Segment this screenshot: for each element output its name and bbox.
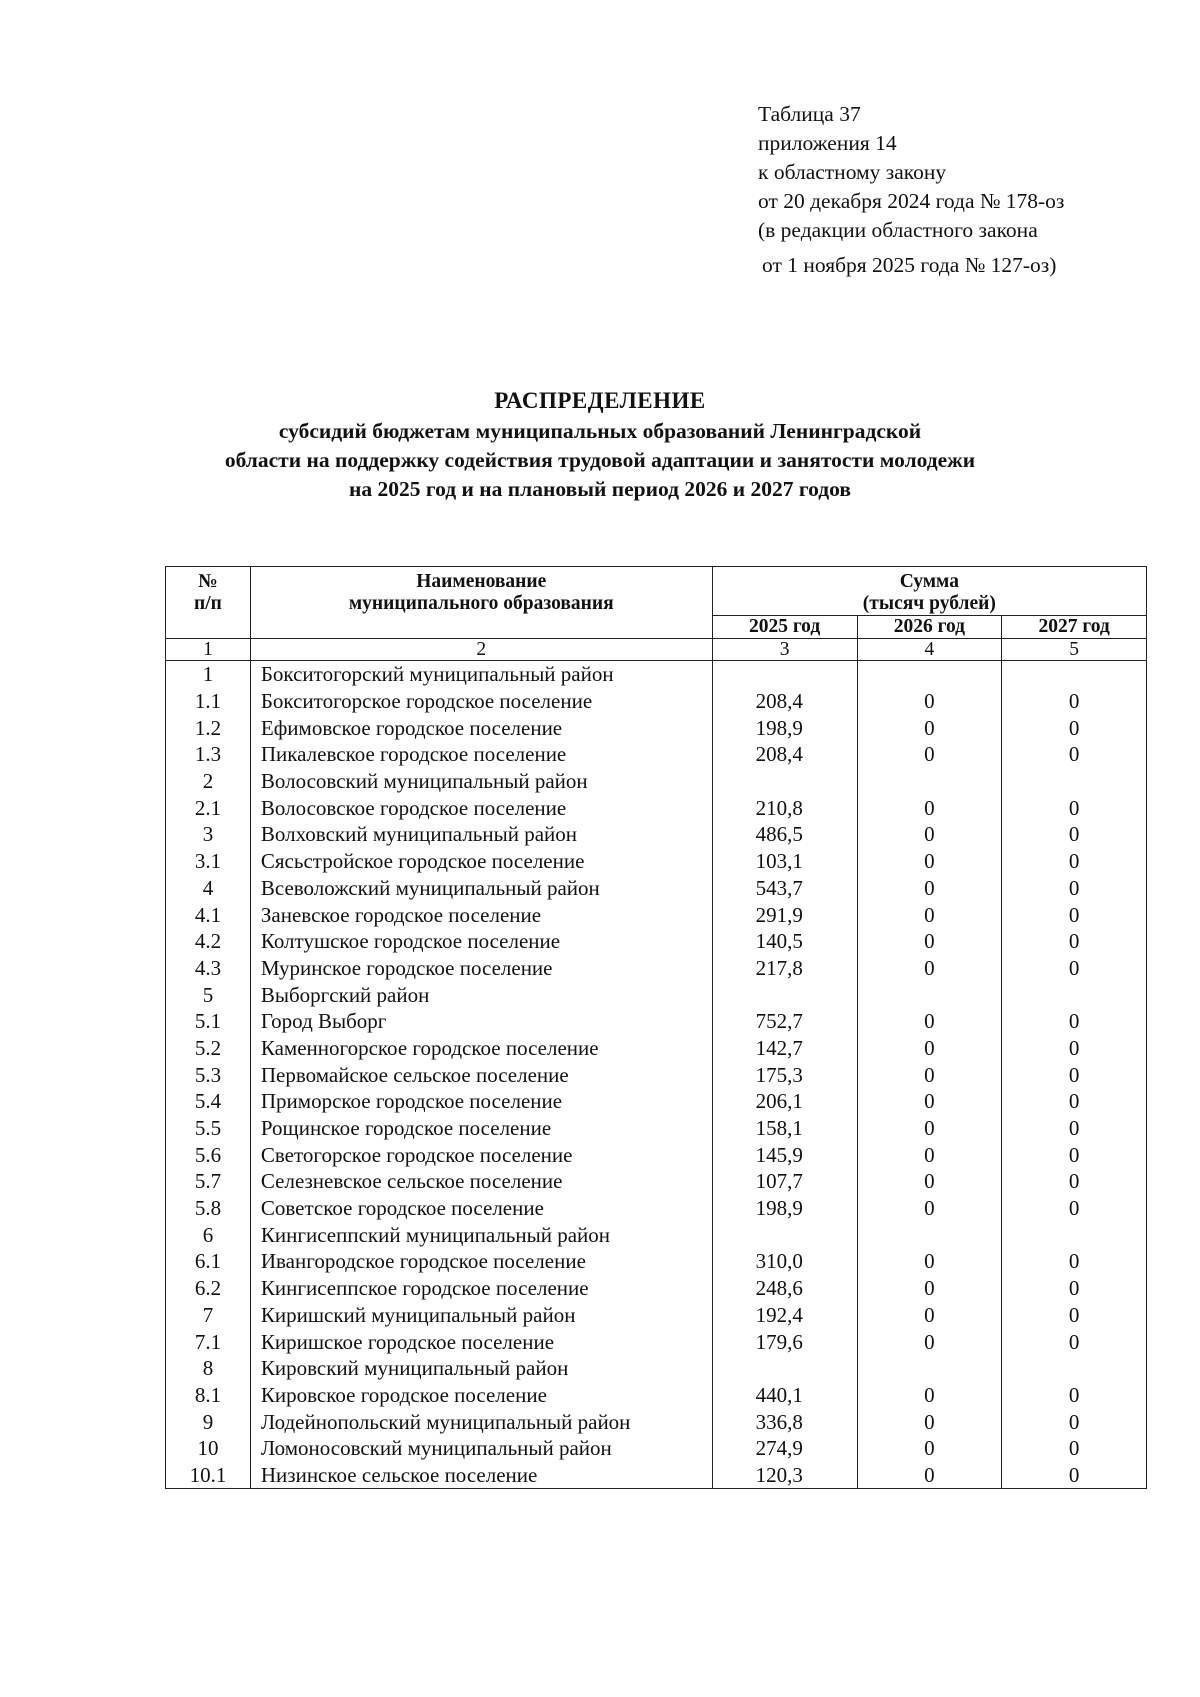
row-number: 5.6 — [166, 1141, 251, 1168]
row-number: 5.3 — [166, 1061, 251, 1088]
row-amount-2026 — [857, 981, 1002, 1008]
row-municipality-name: Бокситогорское городское поселение — [250, 688, 712, 715]
table-row — [166, 955, 1147, 982]
row-municipality-name: Низинское сельское поселение — [250, 1462, 712, 1489]
table-row — [166, 1195, 1147, 1222]
title-subtitle-line-1: субсидий бюджетам муниципальных образований Ленинградской — [278, 419, 922, 443]
table-row — [166, 714, 1147, 741]
header-name-line-2: муниципального образования — [348, 593, 614, 614]
header-year-2026: 2026 год — [857, 616, 1002, 639]
row-number: 8.1 — [166, 1382, 251, 1409]
row-amount-2025: 120,3 — [712, 1462, 857, 1489]
row-municipality-name: Приморское городское поселение — [250, 1088, 712, 1115]
distribution-table — [165, 566, 1147, 1489]
row-amount-2026: 0 — [857, 955, 1002, 982]
table-row — [166, 688, 1147, 715]
row-municipality-name: Сясьстройское городское поселение — [250, 848, 712, 875]
row-number: 5.2 — [166, 1035, 251, 1062]
row-amount-2025: 208,4 — [712, 688, 857, 715]
row-number: 4.3 — [166, 955, 251, 982]
column-number-1: 1 — [166, 639, 251, 661]
row-amount-2025: 158,1 — [712, 1115, 857, 1142]
row-number: 4.2 — [166, 928, 251, 955]
header-year-2025: 2025 год — [712, 616, 857, 639]
row-amount-2027: 0 — [1002, 1115, 1147, 1142]
row-amount-2027 — [1002, 1355, 1147, 1382]
row-amount-2026: 0 — [857, 794, 1002, 821]
row-amount-2025: 543,7 — [712, 875, 857, 902]
row-amount-2027: 0 — [1002, 1462, 1147, 1489]
row-amount-2025: 248,6 — [712, 1275, 857, 1302]
row-municipality-name: Каменногорское городское поселение — [250, 1035, 712, 1062]
row-amount-2025: 440,1 — [712, 1382, 857, 1409]
header-line-law-date: от 20 декабря 2024 года № 178-оз — [758, 189, 1065, 213]
header-name-line-1: Наименование — [416, 571, 547, 592]
row-amount-2025 — [712, 661, 857, 688]
table-row — [166, 821, 1147, 848]
row-amount-2027: 0 — [1002, 821, 1147, 848]
table-row — [166, 928, 1147, 955]
header-number-line-2: п/п — [193, 593, 222, 614]
row-amount-2025: 192,4 — [712, 1302, 857, 1329]
row-municipality-name: Киришский муниципальный район — [250, 1302, 712, 1329]
row-amount-2027: 0 — [1002, 1035, 1147, 1062]
header-number — [166, 567, 251, 639]
row-municipality-name: Советское городское поселение — [250, 1195, 712, 1222]
row-amount-2026: 0 — [857, 1168, 1002, 1195]
row-number: 5.5 — [166, 1115, 251, 1142]
row-amount-2025: 175,3 — [712, 1061, 857, 1088]
table-row — [166, 981, 1147, 1008]
row-amount-2026: 0 — [857, 821, 1002, 848]
row-amount-2026: 0 — [857, 1275, 1002, 1302]
row-amount-2026: 0 — [857, 741, 1002, 768]
row-amount-2027: 0 — [1002, 1382, 1147, 1409]
row-municipality-name: Муринское городское поселение — [250, 955, 712, 982]
row-municipality-name: Пикалевское городское поселение — [250, 741, 712, 768]
table-row — [166, 661, 1147, 688]
row-amount-2026 — [857, 661, 1002, 688]
column-number-5: 5 — [1002, 639, 1147, 661]
row-municipality-name: Рощинское городское поселение — [250, 1115, 712, 1142]
table-row — [166, 1061, 1147, 1088]
row-municipality-name: Заневское городское поселение — [250, 901, 712, 928]
row-number: 1 — [166, 661, 251, 688]
row-amount-2027: 0 — [1002, 875, 1147, 902]
row-municipality-name: Лодейнопольский муниципальный район — [250, 1408, 712, 1435]
row-amount-2027: 0 — [1002, 1195, 1147, 1222]
row-number: 7 — [166, 1302, 251, 1329]
table-row — [166, 1408, 1147, 1435]
row-municipality-name: Волосовский муниципальный район — [250, 768, 712, 795]
table-row — [166, 875, 1147, 902]
row-municipality-name: Ефимовское городское поселение — [250, 714, 712, 741]
row-municipality-name: Селезневское сельское поселение — [250, 1168, 712, 1195]
row-amount-2027: 0 — [1002, 794, 1147, 821]
row-amount-2025: 206,1 — [712, 1088, 857, 1115]
row-amount-2025: 179,6 — [712, 1328, 857, 1355]
row-amount-2025: 103,1 — [712, 848, 857, 875]
row-amount-2025: 291,9 — [712, 901, 857, 928]
row-number: 6.2 — [166, 1275, 251, 1302]
table-row — [166, 1275, 1147, 1302]
row-amount-2026: 0 — [857, 848, 1002, 875]
row-amount-2026: 0 — [857, 1061, 1002, 1088]
column-number-2: 2 — [250, 639, 712, 661]
row-amount-2025: 274,9 — [712, 1435, 857, 1462]
row-amount-2025: 140,5 — [712, 928, 857, 955]
table-row — [166, 768, 1147, 795]
table-row — [166, 1355, 1147, 1382]
row-municipality-name: Волосовское городское поселение — [250, 794, 712, 821]
table-row — [166, 1382, 1147, 1409]
row-amount-2027 — [1002, 1221, 1147, 1248]
row-municipality-name: Волховский муниципальный район — [250, 821, 712, 848]
row-municipality-name: Город Выборг — [250, 1008, 712, 1035]
row-number: 10.1 — [166, 1462, 251, 1489]
row-amount-2025: 752,7 — [712, 1008, 857, 1035]
row-number: 5.1 — [166, 1008, 251, 1035]
row-amount-2027: 0 — [1002, 1141, 1147, 1168]
row-number: 2 — [166, 768, 251, 795]
row-amount-2027: 0 — [1002, 688, 1147, 715]
row-amount-2027: 0 — [1002, 901, 1147, 928]
row-amount-2025: 310,0 — [712, 1248, 857, 1275]
row-amount-2027: 0 — [1002, 1275, 1147, 1302]
row-amount-2026: 0 — [857, 1462, 1002, 1489]
row-municipality-name: Первомайское сельское поселение — [250, 1061, 712, 1088]
row-amount-2025 — [712, 1221, 857, 1248]
row-municipality-name: Кингисеппский муниципальный район — [250, 1221, 712, 1248]
row-amount-2025: 486,5 — [712, 821, 857, 848]
row-number: 9 — [166, 1408, 251, 1435]
row-number: 1.2 — [166, 714, 251, 741]
row-number: 4.1 — [166, 901, 251, 928]
row-number: 2.1 — [166, 794, 251, 821]
row-amount-2027: 0 — [1002, 1328, 1147, 1355]
row-number: 5.7 — [166, 1168, 251, 1195]
row-amount-2025: 217,8 — [712, 955, 857, 982]
row-amount-2027: 0 — [1002, 1408, 1147, 1435]
row-municipality-name: Кингисеппское городское поселение — [250, 1275, 712, 1302]
row-amount-2025: 208,4 — [712, 741, 857, 768]
row-amount-2025: 336,8 — [712, 1408, 857, 1435]
row-amount-2027 — [1002, 981, 1147, 1008]
table-body — [166, 661, 1147, 1489]
row-amount-2027 — [1002, 768, 1147, 795]
row-amount-2027: 0 — [1002, 928, 1147, 955]
row-municipality-name: Выборгский район — [250, 981, 712, 1008]
table-row — [166, 1462, 1147, 1489]
table-row — [166, 794, 1147, 821]
row-amount-2027 — [1002, 661, 1147, 688]
row-amount-2027: 0 — [1002, 1008, 1147, 1035]
row-amount-2026 — [857, 768, 1002, 795]
row-amount-2025: 210,8 — [712, 794, 857, 821]
column-number-4: 4 — [857, 639, 1002, 661]
header-number-line-1: № — [198, 571, 218, 592]
row-amount-2025: 145,9 — [712, 1141, 857, 1168]
row-amount-2026 — [857, 1355, 1002, 1382]
row-amount-2025: 142,7 — [712, 1035, 857, 1062]
row-number: 4 — [166, 875, 251, 902]
row-number: 5.4 — [166, 1088, 251, 1115]
row-amount-2026: 0 — [857, 901, 1002, 928]
row-municipality-name: Киришское городское поселение — [250, 1328, 712, 1355]
row-amount-2027: 0 — [1002, 1168, 1147, 1195]
row-number: 6.1 — [166, 1248, 251, 1275]
row-amount-2027: 0 — [1002, 741, 1147, 768]
row-amount-2026 — [857, 1221, 1002, 1248]
row-number: 1.1 — [166, 688, 251, 715]
row-amount-2026: 0 — [857, 928, 1002, 955]
table-row — [166, 1035, 1147, 1062]
header-line-appendix: приложения 14 — [758, 131, 897, 155]
row-amount-2026: 0 — [857, 1008, 1002, 1035]
row-amount-2026: 0 — [857, 1435, 1002, 1462]
table-row — [166, 1221, 1147, 1248]
row-number: 5.8 — [166, 1195, 251, 1222]
row-amount-2027: 0 — [1002, 955, 1147, 982]
row-amount-2025: 198,9 — [712, 714, 857, 741]
row-number: 3.1 — [166, 848, 251, 875]
row-amount-2026: 0 — [857, 1408, 1002, 1435]
header-name — [250, 567, 712, 639]
title-subtitle-line-2: области на поддержку содействия трудовой адаптации и занятости молодежи — [224, 448, 976, 472]
row-municipality-name: Кировское городское поселение — [250, 1382, 712, 1409]
row-amount-2026: 0 — [857, 1382, 1002, 1409]
table-row — [166, 1088, 1147, 1115]
header-line-law: к областному закону — [758, 160, 947, 184]
row-number: 5 — [166, 981, 251, 1008]
row-number: 6 — [166, 1221, 251, 1248]
title-main: РАСПРЕДЕЛЕНИЕ — [494, 388, 706, 413]
document-reference-block — [758, 100, 1064, 280]
row-amount-2026: 0 — [857, 1248, 1002, 1275]
row-amount-2026: 0 — [857, 1328, 1002, 1355]
row-amount-2026: 0 — [857, 1141, 1002, 1168]
row-amount-2025: 107,7 — [712, 1168, 857, 1195]
row-amount-2025 — [712, 1355, 857, 1382]
row-amount-2026: 0 — [857, 1115, 1002, 1142]
row-amount-2026: 0 — [857, 688, 1002, 715]
table-row — [166, 1008, 1147, 1035]
document-title — [0, 385, 1200, 504]
table-row — [166, 1115, 1147, 1142]
row-number: 7.1 — [166, 1328, 251, 1355]
row-municipality-name: Ивангородское городское поселение — [250, 1248, 712, 1275]
row-amount-2026: 0 — [857, 1035, 1002, 1062]
row-amount-2027: 0 — [1002, 1088, 1147, 1115]
header-sum-line-2: (тысяч рублей) — [862, 593, 996, 614]
header-sum — [712, 567, 1146, 616]
row-amount-2027: 0 — [1002, 1435, 1147, 1462]
row-municipality-name: Ломоносовский муниципальный район — [250, 1435, 712, 1462]
row-municipality-name: Всеволожский муниципальный район — [250, 875, 712, 902]
row-amount-2027: 0 — [1002, 848, 1147, 875]
row-amount-2026: 0 — [857, 1088, 1002, 1115]
row-amount-2025: 198,9 — [712, 1195, 857, 1222]
row-amount-2026: 0 — [857, 875, 1002, 902]
row-municipality-name: Кировский муниципальный район — [250, 1355, 712, 1382]
row-municipality-name: Бокситогорский муниципальный район — [250, 661, 712, 688]
row-amount-2026: 0 — [857, 714, 1002, 741]
row-number: 3 — [166, 821, 251, 848]
table-row — [166, 1248, 1147, 1275]
row-amount-2027: 0 — [1002, 1061, 1147, 1088]
header-line-table-number: Таблица 37 — [758, 102, 861, 126]
row-amount-2026: 0 — [857, 1195, 1002, 1222]
row-amount-2025 — [712, 981, 857, 1008]
table-row — [166, 848, 1147, 875]
row-number: 1.3 — [166, 741, 251, 768]
table-row — [166, 1168, 1147, 1195]
row-amount-2027: 0 — [1002, 1302, 1147, 1329]
row-number: 8 — [166, 1355, 251, 1382]
row-amount-2025 — [712, 768, 857, 795]
table-row — [166, 901, 1147, 928]
row-amount-2027: 0 — [1002, 1248, 1147, 1275]
table-row — [166, 1328, 1147, 1355]
row-amount-2026: 0 — [857, 1302, 1002, 1329]
table-row — [166, 741, 1147, 768]
header-line-revision-date: от 1 ноября 2025 года № 127-оз) — [762, 253, 1057, 277]
header-sum-line-1: Сумма — [899, 571, 959, 592]
table-row — [166, 1435, 1147, 1462]
column-number-3: 3 — [712, 639, 857, 661]
row-number: 10 — [166, 1435, 251, 1462]
header-line-revision: (в редакции областного закона — [758, 218, 1038, 242]
title-subtitle-line-3: на 2025 год и на плановый период 2026 и 2027 годов — [349, 477, 851, 501]
table-row — [166, 1302, 1147, 1329]
row-municipality-name: Светогорское городское поселение — [250, 1141, 712, 1168]
header-year-2027: 2027 год — [1002, 616, 1147, 639]
row-amount-2027: 0 — [1002, 714, 1147, 741]
table-row — [166, 1141, 1147, 1168]
row-municipality-name: Колтушское городское поселение — [250, 928, 712, 955]
